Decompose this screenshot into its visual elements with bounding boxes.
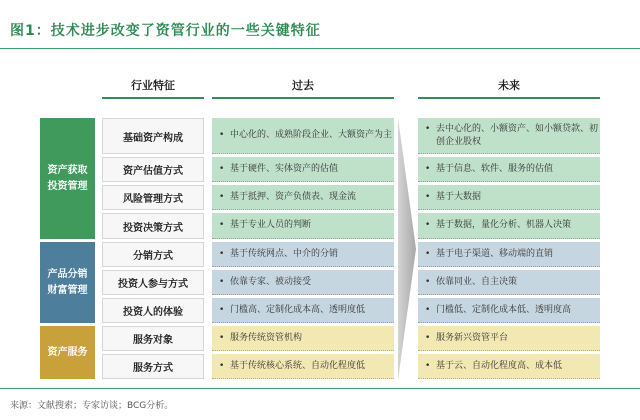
header-past: 过去 [212, 75, 394, 99]
future-cell-7 [418, 298, 600, 323]
future-cell-2 [418, 157, 600, 182]
past-cell-7 [212, 298, 394, 323]
category-asset-investment [40, 118, 95, 239]
past-cell-2 [212, 157, 394, 182]
category-product-distribution [40, 242, 95, 323]
future-cell-1 [418, 118, 600, 154]
future-text: • 依靠同业、自主决策 [418, 276, 517, 289]
feature-row-8: 服务对象 [102, 326, 204, 351]
future-text: • 服务新兴资管平台 [418, 332, 508, 345]
past-text: • 基于硬件、实体资产的估值 [212, 163, 338, 176]
future-text: • 基于信息、软件、服务的估值 [418, 163, 553, 176]
source-note: 来源：文献搜索；专家访谈；BCG分析。 [10, 401, 174, 411]
past-text: • 中心化的、成熟阶段企业、大额资产为主 [212, 129, 392, 142]
past-cell-9 [212, 354, 394, 379]
future-text: • 基于电子渠道、移动端的直销 [418, 248, 553, 261]
header-feature: 行业特征 [102, 75, 204, 99]
category-label: 资产服务 [47, 346, 88, 358]
past-text: • 基于传统核心系统、自动化程度低 [212, 360, 365, 373]
past-cell-3 [212, 185, 394, 210]
past-text: • 依靠专家、被动接受 [212, 276, 311, 289]
figure-title: 图1：技术进步改变了资管行业的一些关键特征 [10, 23, 321, 39]
feature-row-7: 投资人的体验 [102, 298, 204, 323]
future-text: • 基于大数据 [418, 191, 481, 204]
category-label: 资产获取 投资管理 [47, 164, 88, 192]
past-cell-1 [212, 118, 394, 154]
feature-row-1: 基础资产构成 [102, 118, 204, 154]
feature-row-6: 投资人参与方式 [102, 270, 204, 295]
header-future: 未来 [418, 75, 600, 99]
future-text: • 基于数据，量化分析、机器人决策 [418, 219, 571, 232]
past-text: • 门槛高、定制化成本高、透明度低 [212, 304, 365, 317]
past-cell-8 [212, 326, 394, 351]
past-text: • 基于抵押、资产负债表、现金流 [212, 191, 356, 204]
category-label: 产品分销 财富管理 [47, 268, 88, 296]
feature-row-4: 投资决策方式 [102, 213, 204, 239]
footer-divider [0, 388, 640, 389]
past-cell-5 [212, 242, 394, 267]
future-cell-4 [418, 213, 600, 239]
feature-row-5: 分销方式 [102, 242, 204, 267]
future-text: • 去中心化的、小额资产、如小额贷款、初创企业股权 [418, 123, 600, 149]
future-cell-3 [418, 185, 600, 210]
category-asset-services [40, 326, 95, 379]
feature-row-9: 服务方式 [102, 354, 204, 379]
transition-arrow-icon [398, 118, 416, 380]
future-text: • 基于云、自动化程度高、成本低 [418, 360, 562, 373]
future-cell-9 [418, 354, 600, 379]
future-cell-8 [418, 326, 600, 351]
past-cell-4 [212, 213, 394, 239]
title-divider [0, 48, 640, 49]
past-text: • 基于专业人员的判断 [212, 219, 311, 232]
future-cell-5 [418, 242, 600, 267]
future-cell-6 [418, 270, 600, 295]
feature-row-3: 风险管理方式 [102, 185, 204, 210]
past-cell-6 [212, 270, 394, 295]
past-text: • 基于传统网点、中介的分销 [212, 248, 338, 261]
past-text: • 服务传统资管机构 [212, 332, 302, 345]
feature-row-2: 资产估值方式 [102, 157, 204, 182]
future-text: • 门槛低、定制化成本低、透明度高 [418, 304, 571, 317]
